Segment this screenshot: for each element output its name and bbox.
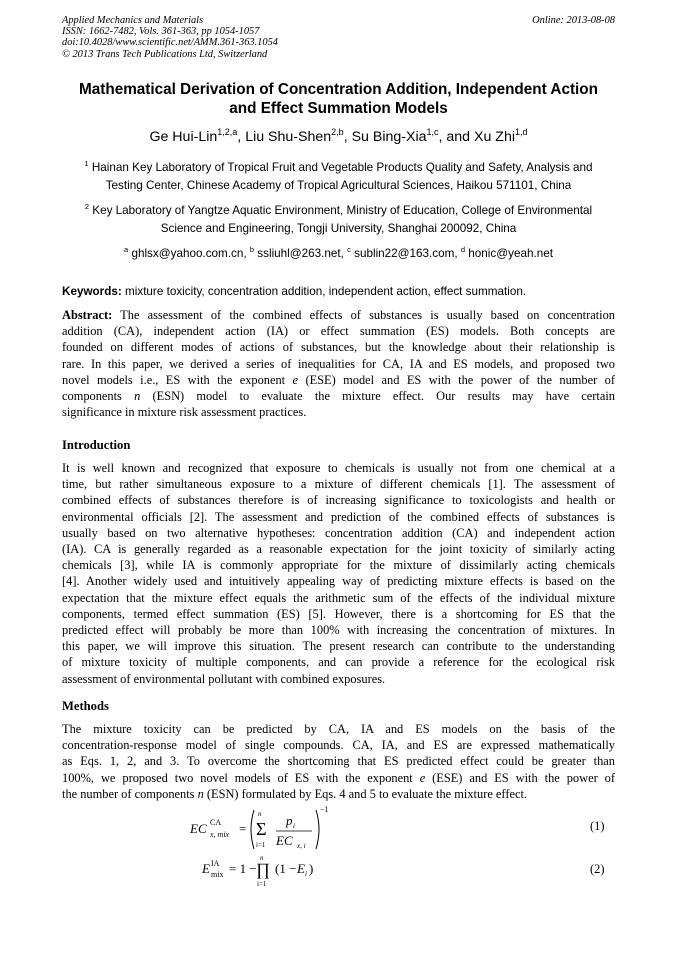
body-variable: n: [197, 786, 204, 801]
body-line: It is well known and recognized that exposure to chemicals is usually not from one chemical at a: [62, 461, 615, 475]
eq1-lhs-base: EC: [190, 821, 207, 836]
eq2-factor-var: E: [297, 861, 305, 876]
online-date: Online: 2013-08-08: [532, 15, 615, 26]
abstract-text: significance in mixture risk assessment practices.: [62, 405, 307, 420]
body-line: components, termed effect summation (ES) [5]. However, there is a shortcoming for ES that the: [62, 606, 615, 621]
affiliation-2: [62, 202, 615, 238]
journal-name: Applied Mechanics and Materials: [62, 15, 204, 26]
body-line: this paper, we will improve this situation. The present research can contribute to the understanding: [62, 639, 615, 654]
abstract-text: addition (CA), independent action (IA) or effect summation (ES) models. Both concepts are: [62, 324, 615, 339]
eq2-lhs-sub: mix: [211, 870, 224, 879]
section-heading-methods: Methods: [62, 699, 109, 713]
body-line: expectation that the mixture effect equals the arithmetic sum of the effects of the individual mixture: [62, 590, 615, 605]
abstract-text: (ESE) model and ES with the power of the number of: [298, 372, 615, 387]
affiliation-mark: 1: [84, 159, 89, 168]
abstract-text: founded on different modes of actions of substances, but the knowledge about their relationship is: [62, 340, 615, 355]
eq2-lhs-sup: IA: [211, 859, 220, 868]
equation-number-1: (1): [590, 819, 605, 833]
body-line: time, but rather simultaneous exposure to a mixture of different chemicals [1]. The assessment of: [62, 477, 615, 492]
abstract-variable: n: [134, 389, 141, 404]
email-link[interactable]: sublin22@163.com: [354, 247, 455, 260]
author-name: Su Bing-Xia: [351, 129, 427, 145]
email-mark: a: [124, 245, 129, 254]
methods-body: [62, 721, 615, 802]
eq1-sum-bottom: i=1: [256, 841, 266, 849]
abstract-text: The assessment of the combined effects of substances is usually based on concentration: [112, 308, 615, 322]
eq2-factor-sub: i: [305, 870, 307, 878]
abstract-text: components: [62, 389, 122, 404]
email-link[interactable]: ghlsx@yahoo.com.cn: [131, 247, 244, 260]
email-mark: b: [249, 245, 255, 254]
equation-number-2: (2): [590, 862, 605, 876]
email-list: $^a$ ghlsx@yahoo.com.cn, $^b$ ssliuhl@263.net, $^c$ sublin22@163.com, $^d$ honic@yeah.net: [124, 245, 553, 260]
body-line: combined effects of substances therefore is of increasing significance to toxicologists and health or: [62, 493, 615, 508]
eq1-equals: =: [239, 821, 247, 836]
eq1-denominator: EC: [276, 833, 293, 848]
eq2-prod-top: n: [260, 854, 264, 862]
body-text: (ESN) formulated by Eqs. 4 and 5 to evaluate the mixture effect.: [203, 786, 527, 801]
equation-1: [188, 803, 338, 853]
body-line: environmental officials [2]. The assessment and prediction of the combined effects of substances is: [62, 509, 615, 524]
affiliation-text: Hainan Key Laboratory of Tropical Fruit and Vegetable Products Quality and Safety, Analysis and: [91, 161, 593, 174]
body-variable: e: [419, 770, 426, 785]
abstract: [62, 307, 615, 420]
body-line: usually based on two alternative hypotheses: concentration addition (CA) and independent action: [62, 525, 615, 540]
equation-2: [200, 853, 330, 889]
header-left: [62, 15, 482, 60]
affiliation-mark: 2: [84, 202, 90, 211]
keywords-label: Keywords:: [62, 285, 122, 298]
eq1-denominator-sub: x, i: [297, 842, 306, 850]
email-link[interactable]: ssliuhl@263.net: [257, 247, 341, 260]
body-line: The mixture toxicity can be predicted by CA, IA and ES models on the basis of the: [62, 722, 615, 736]
eq2-rhs-one: = 1 −: [229, 861, 257, 876]
author-separator: ,: [343, 129, 352, 145]
keywords-text: mixture toxicity, concentration addition, independent action, effect summation.: [121, 285, 527, 298]
doi-link[interactable]: doi:10.4028/www.scientific.net/AMM.361-363.1054: [62, 37, 278, 49]
author-separator: ,: [237, 129, 246, 145]
body-line: assessment of environmental pollutant with combined exposures.: [62, 671, 386, 686]
eq1-right-paren: [316, 810, 319, 849]
affiliation-1: [62, 159, 615, 195]
abstract-label: Abstract:: [62, 308, 113, 322]
section-heading-introduction: Introduction: [62, 438, 131, 452]
eq1-lhs-sub: x, mix: [210, 830, 230, 839]
keywords: [62, 284, 615, 300]
copyright: © 2013 Trans Tech Publications Ltd, Switzerland: [62, 48, 268, 60]
header-right: [475, 15, 615, 26]
eq2-lhs-base: E: [202, 861, 210, 876]
email-mark: c: [347, 245, 351, 254]
body-line: (IA). CA is generally regarded as a reasonable expectation for the joint toxicity of similarly acting: [62, 542, 615, 557]
eq1-sum-sign: Σ: [256, 819, 267, 839]
abstract-text: rare. In this paper, we derived a series of inequalities for CA, IA and ES models, and proposed two: [62, 356, 615, 371]
title-line-1: Mathematical Derivation of Concentration Addition, Independent Action: [79, 81, 598, 98]
eq2-prod-bottom: i=1: [257, 880, 267, 888]
body-text: (ESE) and ES with the power of: [425, 770, 615, 785]
author-name: Liu Shu-Shen: [245, 129, 332, 145]
eq2-factor-close: ): [309, 861, 314, 876]
body-text: 100%, we proposed two novel models of ES with the exponent: [62, 770, 420, 785]
abstract-variable: e: [292, 372, 299, 387]
affiliation-text: Testing Center, Chinese Academy of Tropical Agricultural Sciences, Haikou 571101, China: [105, 179, 572, 192]
abstract-text: novel models i.e., ES with the exponent: [62, 372, 293, 387]
eq1-lhs-sup: CA: [210, 818, 222, 827]
journal-issn: ISSN: 1662-7482, Vols. 361-363, pp 1054-1057: [62, 26, 260, 38]
eq1-sum-top: n: [258, 810, 262, 818]
title-line-2: and Effect Summation Models: [229, 100, 448, 117]
body-line: chemicals [3], while IA is commonly appropriate for the mixture of dissimilarly acting chemicals: [62, 558, 615, 573]
paper-title: [62, 80, 615, 118]
author-name: Ge Hui-Lin: [149, 129, 218, 145]
author-affiliation-mark: 1,2,a: [217, 127, 238, 137]
author-affiliation-mark: 1,c: [426, 127, 439, 137]
author-affiliation-mark: 2,b: [331, 127, 344, 137]
eq2-prod-sign: ∏: [256, 860, 270, 879]
body-line: [4]. Another widely used and intuitively appealing way of predicting mixture effects is based on the: [62, 574, 615, 589]
email-mark: d: [460, 245, 466, 254]
eq1-left-paren: [251, 810, 254, 849]
body-text: the number of components: [62, 786, 198, 801]
author-separator: , and: [438, 129, 475, 145]
abstract-text: (ESN) model to evaluate the mixture effect. Our results may have certain: [140, 389, 615, 404]
body-line: predicted effect will probably be more than 100% with increasing the concentration of mixtures. In: [62, 623, 615, 638]
body-line: concentration-response model of single compounds. CA, IA, and ES are expressed mathematically: [62, 738, 615, 753]
author-affiliation-mark: 1,d: [515, 127, 528, 137]
eq1-numerator: p: [286, 813, 293, 828]
eq1-exponent: −1: [320, 805, 329, 814]
affiliation-text: Key Laboratory of Yangtze Aquatic Environment, Ministry of Education, College of Environmental: [92, 204, 593, 217]
eq2-factor-open: (1 −: [275, 861, 297, 876]
author-name: Xu Zhi: [474, 129, 516, 145]
introduction-body: [62, 460, 615, 687]
affiliation-text: Science and Engineering, Tongji University, Shanghai 200092, China: [160, 222, 517, 235]
body-line: of mixture toxicity of multiple components, and can provide a reference for the ecological risk: [62, 655, 615, 670]
eq1-numerator-sub: i: [293, 822, 295, 830]
body-line: as Eqs. 1, 2, and 3. To overcome the shortcoming that ES predicted effect could be greater than: [62, 754, 615, 769]
author-list: [62, 128, 615, 146]
email-link[interactable]: honic@yeah.net: [468, 247, 553, 260]
